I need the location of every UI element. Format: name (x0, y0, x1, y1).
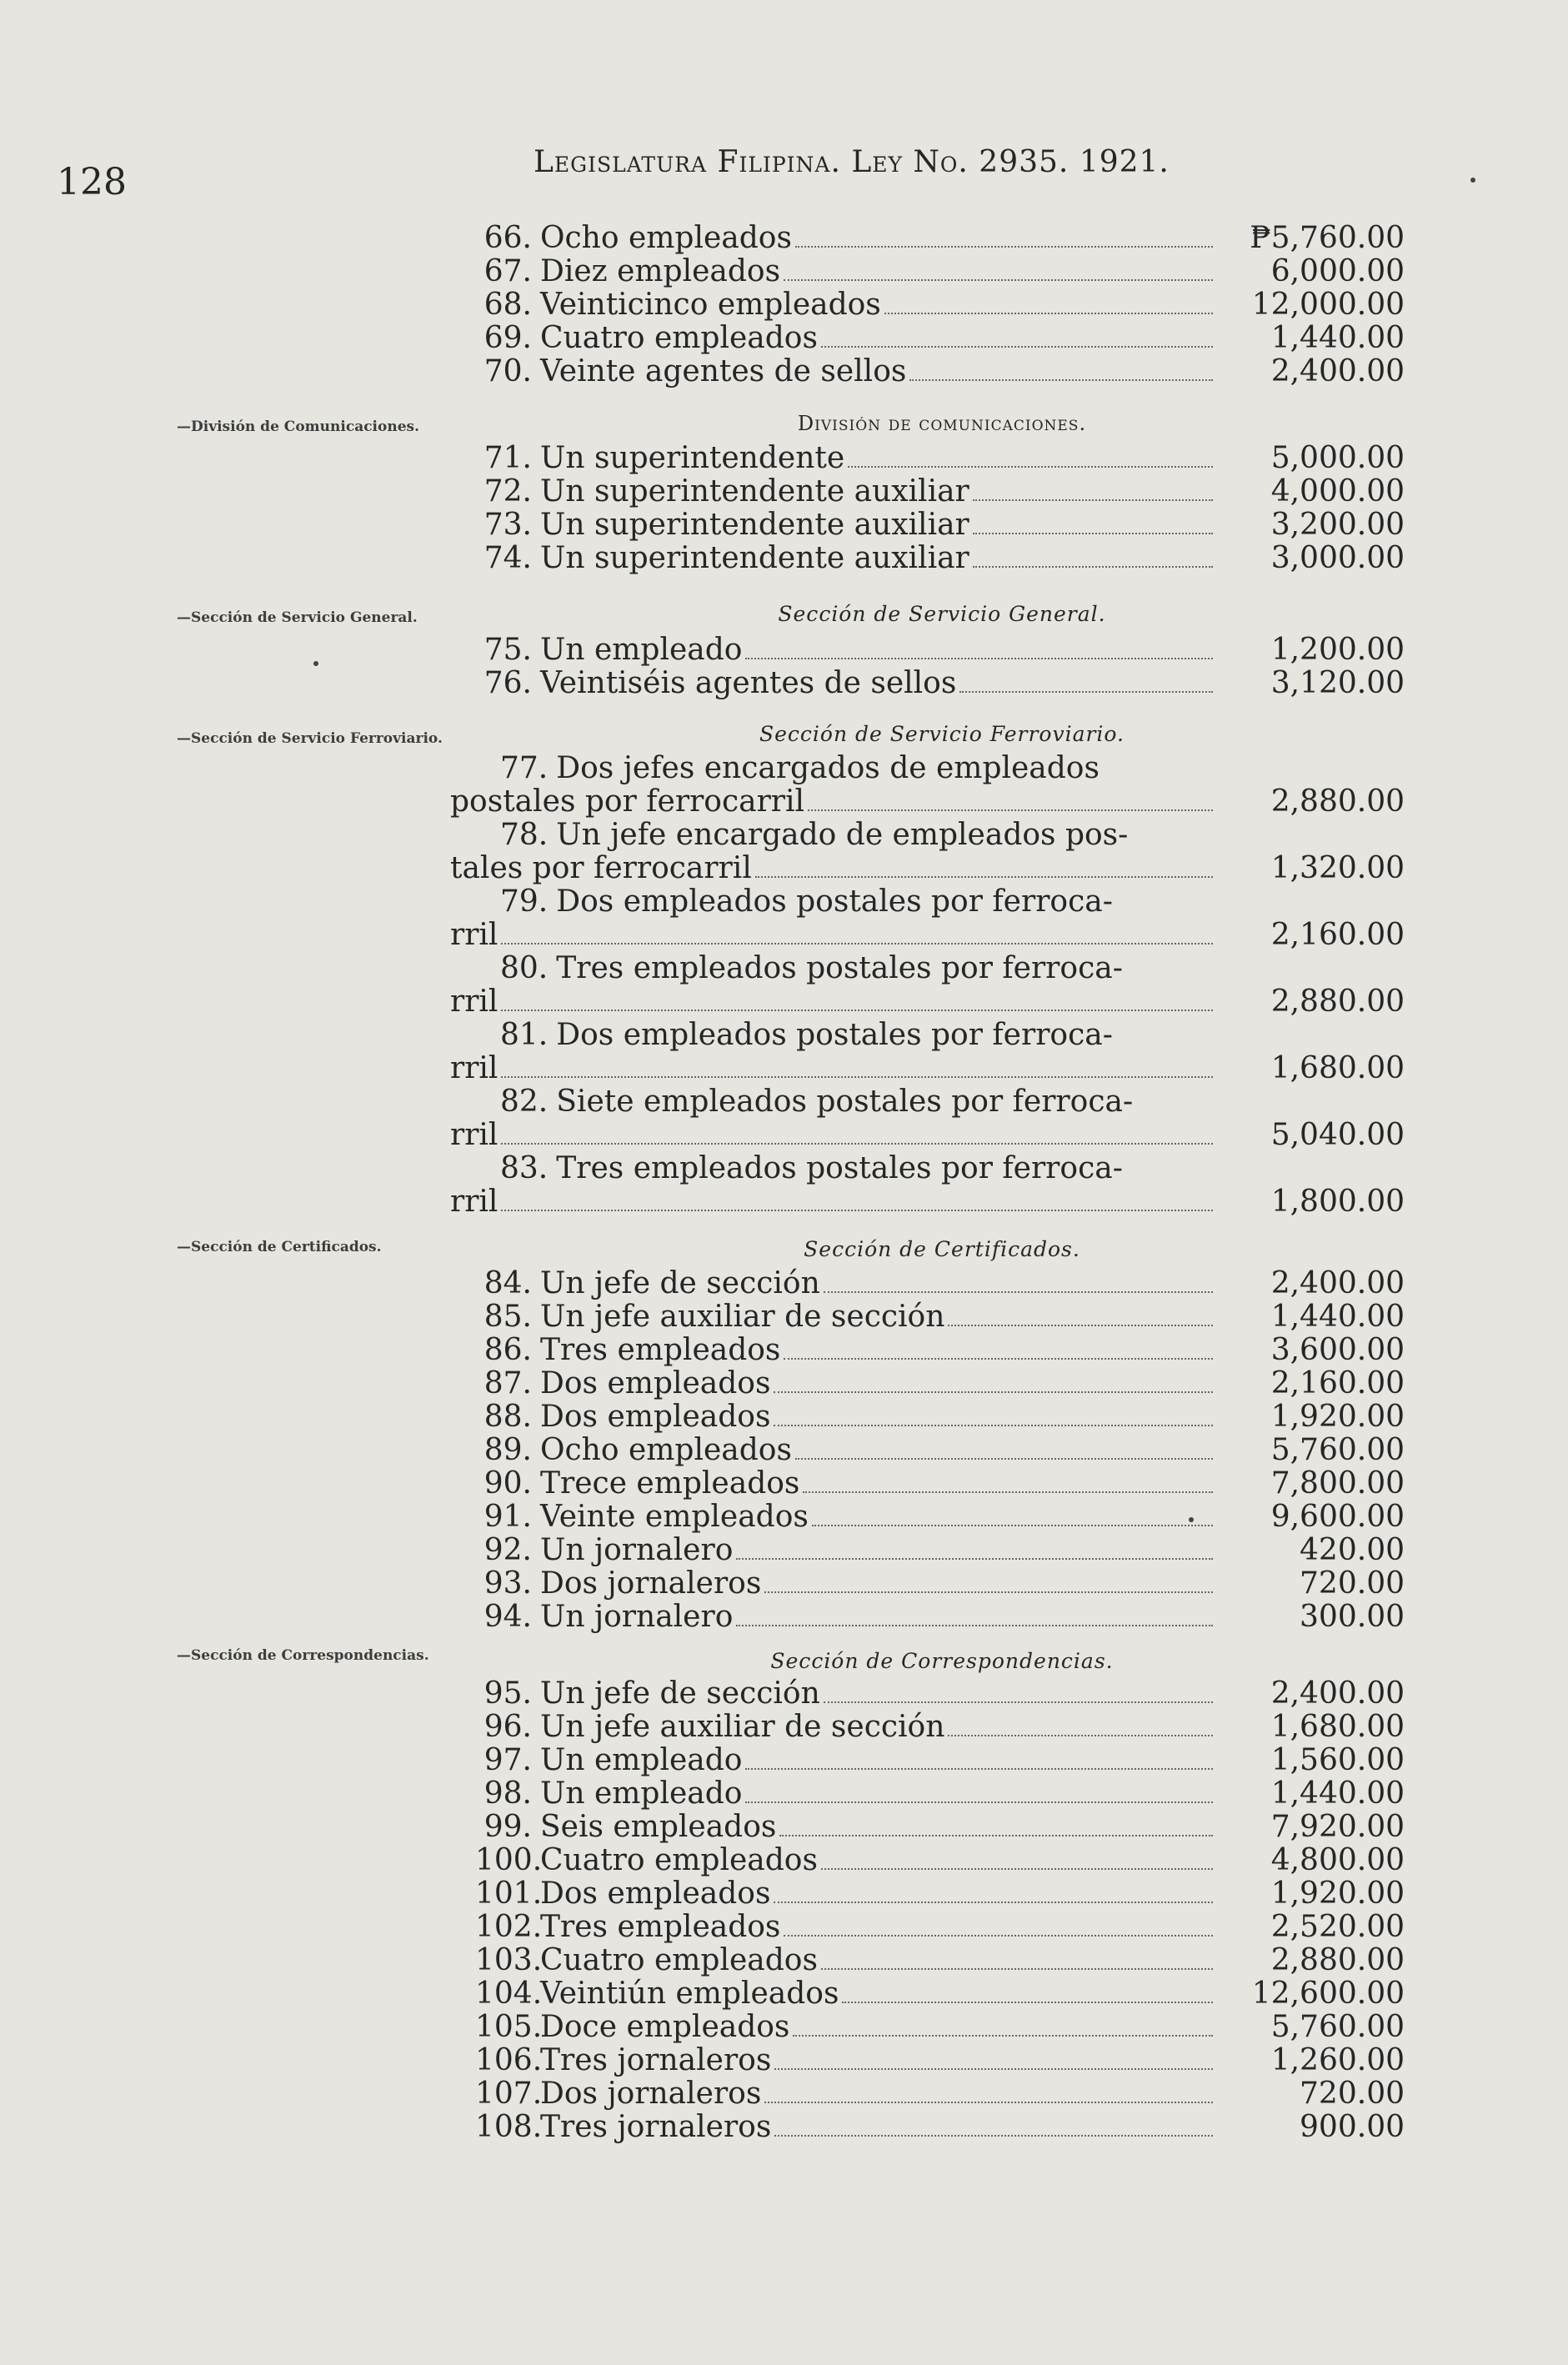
item-description: Seis empleados (540, 1810, 777, 1844)
item-number: 66. (483, 221, 532, 255)
item-description-line2: rril (450, 1118, 498, 1152)
leader-dots (745, 1768, 1213, 1770)
line-item-first-line (450, 1085, 1405, 1119)
line-item (450, 667, 1405, 700)
item-number: 91. (483, 1500, 532, 1534)
item-amount: 1,440.00 (1270, 1776, 1405, 1811)
item-amount: 7,800.00 (1270, 1466, 1405, 1501)
line-item (450, 1911, 1405, 1944)
item-number: 78. (500, 818, 549, 852)
item-number: 98. (483, 1776, 532, 1811)
leader-dots (774, 1425, 1213, 1426)
item-number: 79. (500, 884, 549, 919)
item-number: 75. (483, 633, 532, 667)
item-amount: 3,120.00 (1270, 666, 1405, 700)
leader-dots (812, 1525, 1213, 1526)
item-amount: 6,000.00 (1270, 254, 1405, 288)
item-amount: 2,880.00 (1270, 985, 1405, 1019)
line-item (450, 1400, 1405, 1434)
line-item (450, 442, 1405, 475)
line-item (450, 1877, 1405, 1911)
line-item-row (450, 1677, 1405, 1711)
line-item-row (450, 355, 1405, 388)
line-item (450, 752, 1405, 819)
item-number: 103. (475, 1943, 543, 1977)
item-number: 108. (475, 2110, 543, 2144)
item-description: Un jornalero (540, 1533, 734, 1567)
line-item-first-line (450, 752, 1405, 785)
line-item (450, 1267, 1405, 1300)
leader-dots (774, 1391, 1213, 1393)
line-item-row (450, 667, 1405, 700)
item-amount: 2,520.00 (1270, 1910, 1405, 1944)
line-item-second-line (450, 1119, 1405, 1152)
line-item-first-line (450, 1152, 1405, 1185)
leader-dots (764, 1591, 1213, 1593)
line-item (450, 1300, 1405, 1334)
line-item (450, 1744, 1405, 1777)
item-description: Un superintendente auxiliar (540, 508, 969, 542)
item-number: 76. (483, 666, 532, 700)
item-amount: 5,000.00 (1270, 441, 1405, 475)
item-description: Veintiún empleados (540, 1977, 839, 2011)
item-number: 106. (475, 2043, 543, 2077)
item-amount: 2,160.00 (1270, 918, 1405, 952)
item-number: 89. (483, 1433, 532, 1467)
line-item (450, 634, 1405, 667)
line-item (450, 1467, 1405, 1501)
item-number: 86. (483, 1333, 532, 1367)
item-description: Un superintendente auxiliar (540, 541, 969, 575)
item-number: 101. (475, 1876, 543, 1911)
line-item (450, 1367, 1405, 1400)
leader-dots (973, 499, 1213, 501)
heading-servicio-ferroviario: Sección de Servicio Ferroviario. (759, 722, 1125, 746)
line-item (450, 222, 1405, 255)
line-item (450, 475, 1405, 509)
item-amount: 1,800.00 (1270, 1185, 1405, 1219)
leader-dots (784, 1935, 1213, 1937)
line-item-second-line (450, 1185, 1405, 1219)
item-amount: 2,400.00 (1270, 1266, 1405, 1300)
leader-dots (764, 2102, 1213, 2103)
line-item (450, 1977, 1405, 2011)
line-item-row (450, 1844, 1405, 1877)
line-item-row (450, 2044, 1405, 2077)
leader-dots (821, 1968, 1213, 1970)
item-amount: 2,400.00 (1270, 1676, 1405, 1711)
leader-dots (755, 876, 1213, 878)
item-description: Un empleado (540, 1743, 743, 1777)
line-item (450, 2044, 1405, 2077)
line-item (450, 509, 1405, 542)
item-description: Dos jornaleros (540, 2077, 762, 2111)
print-speck (1470, 178, 1475, 183)
leader-dots (973, 533, 1213, 534)
item-number: 94. (483, 1600, 532, 1634)
item-description-line2: rril (450, 1051, 498, 1085)
item-description-line2: rril (450, 985, 498, 1019)
item-description: Ocho empleados (540, 1433, 792, 1467)
leader-dots (736, 1558, 1213, 1560)
item-amount: 1,320.00 (1270, 851, 1405, 885)
item-amount: 900.00 (1300, 2110, 1405, 2144)
item-number: 92. (483, 1533, 532, 1567)
item-description: Tres empleados (540, 1910, 781, 1944)
line-item (450, 2011, 1405, 2044)
line-item (450, 819, 1405, 885)
item-number: 82. (500, 1085, 549, 1119)
leader-dots (795, 246, 1213, 248)
item-description: Tres jornaleros (540, 2110, 772, 2144)
item-description: Tres jornaleros (540, 2043, 772, 2077)
item-number: 95. (483, 1676, 532, 1711)
item-number: 90. (483, 1466, 532, 1501)
leader-dots (501, 1010, 1213, 1011)
item-amount: 2,880.00 (1270, 784, 1405, 819)
line-item-row (450, 1367, 1405, 1400)
line-item-row (450, 2011, 1405, 2044)
leader-dots (821, 1868, 1213, 1870)
item-description: Dos empleados (540, 1366, 771, 1400)
item-amount: 2,880.00 (1270, 1943, 1405, 1977)
item-description-line2: postales por ferrocarril (450, 784, 805, 819)
item-description: Un jefe auxiliar de sección (540, 1710, 945, 1744)
line-item-row (450, 1501, 1405, 1534)
leader-dots (784, 279, 1213, 281)
item-amount: 1,680.00 (1270, 1710, 1405, 1744)
line-item-row (450, 1811, 1405, 1844)
leader-dots (793, 2035, 1213, 2037)
item-description: Trece empleados (540, 1466, 800, 1501)
margin-note-certificados: —Sección de Certificados. (177, 1239, 382, 1255)
line-item (450, 1534, 1405, 1567)
item-number: 88. (483, 1400, 532, 1434)
item-amount: 2,160.00 (1270, 1366, 1405, 1400)
line-item (450, 288, 1405, 322)
item-amount: 3,000.00 (1270, 541, 1405, 575)
item-amount: 3,600.00 (1270, 1333, 1405, 1367)
line-item (450, 1811, 1405, 1844)
leader-dots (803, 1491, 1213, 1493)
margin-note-servicio-ferroviario: —Sección de Servicio Ferroviario. (177, 730, 443, 747)
item-number: 72. (483, 474, 532, 509)
leader-dots (973, 566, 1213, 568)
line-item-row (450, 542, 1405, 575)
item-number: 85. (483, 1300, 532, 1334)
item-description-line1: Siete empleados postales por ferroca- (556, 1085, 1134, 1119)
line-item-row (450, 1777, 1405, 1811)
line-item-second-line (450, 1052, 1405, 1085)
item-number: 97. (483, 1743, 532, 1777)
item-description: Dos empleados (540, 1876, 771, 1911)
line-item (450, 885, 1405, 952)
leader-dots (842, 2002, 1213, 2003)
item-number: 73. (483, 508, 532, 542)
line-item (450, 1601, 1405, 1634)
item-description-line1: Dos jefes encargados de empleados (556, 751, 1100, 785)
item-description-line2: rril (450, 918, 498, 952)
line-item (450, 1844, 1405, 1877)
item-number: 71. (483, 441, 532, 475)
item-description: Veintiséis agentes de sellos (540, 666, 957, 700)
item-description-line1: Dos empleados postales por ferroca- (556, 1018, 1113, 1052)
heading-division-comunicaciones: División de comunicaciones. (797, 412, 1087, 435)
leader-dots (784, 1358, 1213, 1360)
leader-dots (774, 2068, 1213, 2070)
item-amount: 1,920.00 (1270, 1400, 1405, 1434)
page-number: 128 (57, 161, 127, 203)
heading-servicio-general: Sección de Servicio General. (778, 602, 1106, 626)
line-item-row (450, 475, 1405, 509)
line-item (450, 542, 1405, 575)
item-amount: 300.00 (1300, 1600, 1405, 1634)
line-item-row (450, 322, 1405, 355)
item-number: 77. (500, 751, 549, 785)
item-number: 105. (475, 2010, 543, 2044)
line-item-row (450, 1877, 1405, 1911)
item-description: Un superintendente (540, 441, 845, 475)
line-item (450, 2077, 1405, 2111)
line-item-row (450, 2077, 1405, 2111)
line-item (450, 1501, 1405, 1534)
item-amount: 720.00 (1300, 2077, 1405, 2111)
running-head: Legislatura Filipina. Ley No. 2935. 1921. (534, 145, 1170, 179)
item-number: 93. (483, 1566, 532, 1601)
line-item-row (450, 1567, 1405, 1601)
line-item (450, 1944, 1405, 1977)
line-item-first-line (450, 885, 1405, 919)
margin-note-correspondencias: —Sección de Correspondencias. (177, 1647, 429, 1664)
item-amount: 420.00 (1300, 1533, 1405, 1567)
leader-dots (795, 1458, 1213, 1460)
item-description: Un jefe de sección (540, 1676, 820, 1711)
item-amount: 4,000.00 (1270, 474, 1405, 509)
line-item (450, 322, 1405, 355)
item-number: 104. (475, 1977, 543, 2011)
item-description: Cuatro empleados (540, 1843, 818, 1877)
item-amount: 5,040.00 (1270, 1118, 1405, 1152)
line-item-row (450, 634, 1405, 667)
item-amount: ₱5,760.00 (1250, 221, 1405, 255)
line-item (450, 1019, 1405, 1085)
leader-dots (824, 1291, 1213, 1293)
item-amount: 5,760.00 (1270, 1433, 1405, 1467)
item-number: 70. (483, 354, 532, 388)
line-item-first-line (450, 819, 1405, 852)
item-description: Cuatro empleados (540, 1943, 818, 1977)
item-number: 87. (483, 1366, 532, 1400)
item-number: 74. (483, 541, 532, 575)
item-description-line1: Dos empleados postales por ferroca- (556, 884, 1113, 919)
leader-dots (884, 313, 1213, 314)
leader-dots (501, 1076, 1213, 1078)
line-item-row (450, 442, 1405, 475)
line-item-row (450, 1601, 1405, 1634)
line-item (450, 1711, 1405, 1744)
item-description: Veinte empleados (540, 1500, 809, 1534)
leader-dots (948, 1735, 1213, 1736)
item-amount: 1,920.00 (1270, 1876, 1405, 1911)
line-item (450, 1434, 1405, 1467)
line-item-row (450, 1267, 1405, 1300)
leader-dots (808, 809, 1213, 811)
item-amount: 4,800.00 (1270, 1843, 1405, 1877)
line-item-row (450, 1334, 1405, 1367)
line-item-row (450, 1300, 1405, 1334)
leader-dots (774, 1902, 1213, 1903)
line-item (450, 1085, 1405, 1152)
heading-certificados: Sección de Certificados. (804, 1237, 1080, 1261)
item-number: 84. (483, 1266, 532, 1300)
item-description: Dos empleados (540, 1400, 771, 1434)
item-number: 81. (500, 1018, 549, 1052)
line-item (450, 1677, 1405, 1711)
print-speck (313, 661, 318, 666)
leader-dots (736, 1625, 1213, 1626)
margin-note-division-comunicaciones: —División de Comunicaciones. (177, 418, 420, 435)
item-description: Ocho empleados (540, 221, 792, 255)
line-item (450, 255, 1405, 288)
line-item (450, 952, 1405, 1019)
line-item-first-line (450, 952, 1405, 985)
leader-dots (501, 1143, 1213, 1145)
item-description: Doce empleados (540, 2010, 790, 2044)
item-description-line2: tales por ferrocarril (450, 851, 752, 885)
item-number: 107. (475, 2077, 543, 2111)
item-description-line1: Tres empleados postales por ferroca- (556, 951, 1123, 985)
line-item-row (450, 1534, 1405, 1567)
item-number: 69. (483, 321, 532, 355)
item-description: Un empleado (540, 633, 743, 667)
item-number: 83. (500, 1151, 549, 1185)
item-number: 96. (483, 1710, 532, 1744)
line-item-second-line (450, 852, 1405, 885)
item-amount: 12,600.00 (1251, 1977, 1405, 2011)
line-item-row (450, 255, 1405, 288)
item-amount: 7,920.00 (1270, 1810, 1405, 1844)
item-amount: 720.00 (1300, 1566, 1405, 1601)
line-item-row (450, 509, 1405, 542)
line-item (450, 1152, 1405, 1219)
item-number: 80. (500, 951, 549, 985)
line-item-row (450, 1744, 1405, 1777)
item-number: 68. (483, 288, 532, 322)
line-item (450, 355, 1405, 388)
item-number: 102. (475, 1910, 543, 1944)
leader-dots (824, 1701, 1213, 1703)
item-description: Tres empleados (540, 1333, 781, 1367)
line-item-second-line (450, 919, 1405, 952)
item-number: 100. (475, 1843, 543, 1877)
item-number: 67. (483, 254, 532, 288)
leader-dots (779, 1835, 1213, 1836)
item-amount: 12,000.00 (1251, 288, 1405, 322)
line-item-second-line (450, 785, 1405, 819)
item-description: Un jornalero (540, 1600, 734, 1634)
line-item (450, 1567, 1405, 1601)
item-amount: 1,440.00 (1270, 1300, 1405, 1334)
item-amount: 3,200.00 (1270, 508, 1405, 542)
item-amount: 1,260.00 (1270, 2043, 1405, 2077)
item-description-line1: Un jefe encargado de empleados pos- (556, 818, 1129, 852)
item-description: Un jefe auxiliar de sección (540, 1300, 945, 1334)
line-item-row (450, 1911, 1405, 1944)
item-description: Veinte agentes de sellos (540, 354, 907, 388)
line-item (450, 1334, 1405, 1367)
item-description: Un jefe de sección (540, 1266, 820, 1300)
item-amount: 1,200.00 (1270, 633, 1405, 667)
leader-dots (774, 2135, 1213, 2137)
item-amount: 9,600.00 (1270, 1500, 1405, 1534)
heading-correspondencias: Sección de Correspondencias. (770, 1649, 1114, 1673)
item-amount: 2,400.00 (1270, 354, 1405, 388)
item-description: Un empleado (540, 1776, 743, 1811)
item-amount: 1,680.00 (1270, 1051, 1405, 1085)
line-item (450, 1777, 1405, 1811)
leader-dots (948, 1325, 1213, 1326)
line-item-first-line (450, 1019, 1405, 1052)
line-item-row (450, 1711, 1405, 1744)
item-number: 99. (483, 1810, 532, 1844)
item-description: Diez empleados (540, 254, 781, 288)
item-description-line1: Tres empleados postales por ferroca- (556, 1151, 1123, 1185)
line-item-row (450, 1400, 1405, 1434)
line-item-row (450, 1434, 1405, 1467)
line-item-row (450, 1467, 1405, 1501)
leader-dots (959, 691, 1213, 693)
leader-dots (909, 379, 1213, 381)
item-description: Un superintendente auxiliar (540, 474, 969, 509)
line-item-row (450, 1944, 1405, 1977)
leader-dots (745, 658, 1213, 659)
leader-dots (501, 1210, 1213, 1211)
print-speck (1189, 1517, 1194, 1522)
item-description: Veinticinco empleados (540, 288, 881, 322)
item-description: Dos jornaleros (540, 1566, 762, 1601)
line-item (450, 2111, 1405, 2144)
leader-dots (745, 1801, 1213, 1803)
item-amount: 1,560.00 (1270, 1743, 1405, 1777)
item-amount: 1,440.00 (1270, 321, 1405, 355)
leader-dots (848, 466, 1213, 468)
leader-dots (501, 943, 1213, 944)
item-amount: 5,760.00 (1270, 2010, 1405, 2044)
line-item-second-line (450, 985, 1405, 1019)
item-description-line2: rril (450, 1185, 498, 1219)
line-item-row (450, 2111, 1405, 2144)
margin-note-servicio-general: —Sección de Servicio General. (177, 609, 418, 626)
item-description: Cuatro empleados (540, 321, 818, 355)
leader-dots (821, 346, 1213, 348)
